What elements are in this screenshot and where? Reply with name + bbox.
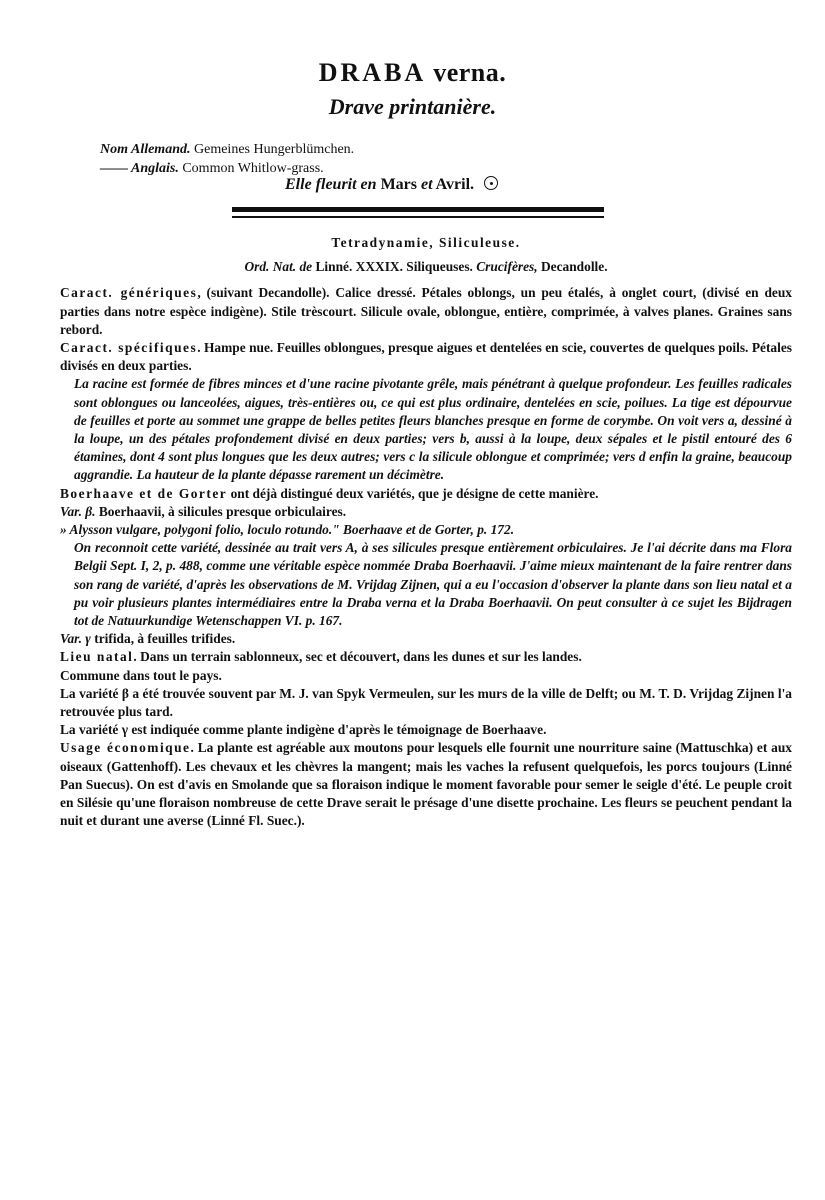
paragraph-caract-generiques bbox=[60, 284, 792, 339]
class-author: Decandolle. bbox=[540, 259, 608, 275]
species-name: verna. bbox=[433, 58, 507, 87]
flowering-month-1: Mars bbox=[380, 176, 417, 193]
divider-thick bbox=[232, 207, 604, 212]
classification-line-1: Tetradynamie, Siliculeuse. bbox=[331, 235, 521, 250]
paragraph-usage bbox=[60, 739, 792, 830]
text-lieu-natal: . Dans un terrain sablonneux, sec et découvert, dans les dunes et sur les landes. bbox=[133, 649, 582, 665]
german-name: Gemeines Hungerblümchen. bbox=[194, 142, 355, 157]
text-var-beta: Boerhaavii, à silicules presque orbiculaires. bbox=[98, 503, 347, 519]
label-caract-generiques: Caract. génériques bbox=[60, 285, 198, 301]
label-var-gamma: Var. γ bbox=[60, 631, 91, 647]
paragraph-variete-gamma: La variété γ est indiquée comme plante indigène d'après le témoignage de Boerhaave. bbox=[60, 722, 547, 738]
text-caract-specifiques: . Hampe nue. Feuilles oblongues, presque aigues et dentelées en scie, couvertes de quelques poils. Pétales divisés en deux parties. bbox=[60, 340, 792, 374]
label-boerhaave: Boerhaave et de Gorter bbox=[60, 485, 228, 501]
german-label: Nom Allemand. bbox=[100, 142, 191, 157]
flowering-prefix: Elle fleurit en bbox=[285, 176, 377, 193]
paragraph-var-beta bbox=[60, 503, 792, 521]
label-caract-specifiques: Caract. spécifiques bbox=[60, 340, 198, 356]
classification-line-2 bbox=[60, 258, 792, 276]
english-name: Common Whitlow-grass. bbox=[182, 161, 324, 176]
german-name-row bbox=[100, 140, 354, 159]
text-boerhaave: ont déjà distingué deux variétés, que je désigne de cette manière. bbox=[227, 485, 599, 501]
class-cruciferes: Crucifères, bbox=[476, 259, 538, 275]
paragraph-boerhaave bbox=[60, 485, 792, 503]
label-lieu-natal: Lieu natal bbox=[60, 649, 134, 665]
text-usage: . La plante est agréable aux moutons pour lesquels elle fournit une nourriture saine (Mattuschka) et aux oiseaux (Gattenhoff). Les chevaux et les chèvres la mangent; mais les vaches la refusent quelquefois, les porcs toujours (Linné Pan Suecus). On est d'avis en Smolande que sa floraison indique le moment favorable pour semer le seigle d'été. Le peuple croit en Silésie qu'une floraison nombreuse de cette Drave serait le présage d'une disette prochaine. Les fleurs se peuchent pendant la nuit et durant une averse (Linné Fl. Suec.). bbox=[60, 740, 792, 829]
paragraph-on-reconnoit: On reconnoit cette variété, dessinée au trait vers A, à ses silicules presque entièrement orbiculaires. Je l'ai décrite dans ma Flora Belgii Sept. I, 2, p. 488, comme une véritable espèce nommée Draba Boerhaavii. J'aime mieux maintenant de la faire rentrer dans son rang de variété, d'après les observations de M. Vrijdag Zijnen, qui a eu l'occasion d'observer la plante dans son lieu natal et a pu voir plusieurs plantes intermédiaires entre la Draba verna et la Draba Boerhaavii. On peut consulter à ce sujet les Bijdragen tot de Natuurkundige Wetenschappen VI. p. 167. bbox=[74, 540, 792, 629]
paragraph-var-gamma bbox=[60, 630, 792, 648]
page-title bbox=[0, 58, 825, 88]
paragraph-alysson: » Alysson vulgare, polygoni folio, loculo rotundo." Boerhaave et de Gorter, p. 172. bbox=[60, 522, 515, 538]
paragraph-description: La racine est formée de fibres minces et d'une racine pivotante grêle, mais pénétrant à quelque profondeur. Les feuilles radicales sont oblongues ou lanceolées, aigues, très-entières ou, ce qui est plus ordinaire, dentelées en scie, poilues. La tige est dépourvue de feuilles et porte au sommet une grappe de belles petites fleurs blanches presque en forme de corymbe. On voit vers a, dessiné à la loupe, un des pétales profondement divisé en deux parties; vers b, aussi à la loupe, deux sépales et le pistil entouré des 6 étamines, dont 4 sont plus longues que les deux autres; vers c la silicule oblongue et comprimée; vers d enfin la graine, beaucoup aggrandie. La hauteur de la plante dépasse rarement un décimètre. bbox=[74, 376, 792, 483]
label-usage: Usage économique bbox=[60, 740, 191, 756]
english-label: —— Anglais. bbox=[100, 161, 179, 176]
french-name: Drave printanière. bbox=[328, 94, 497, 119]
header bbox=[0, 58, 825, 120]
class-order: Linné. XXXIX. Siliqueuses. bbox=[315, 259, 473, 275]
description-body bbox=[60, 234, 792, 831]
paragraph-commune: Commune dans tout le pays. bbox=[60, 667, 222, 683]
divider-thin bbox=[232, 216, 604, 218]
label-var-beta: Var. β. bbox=[60, 503, 96, 519]
class-prefix: Ord. Nat. de bbox=[244, 259, 313, 275]
paragraph-variete-beta: La variété β a été trouvée souvent par M. J. van Spyk Vermeulen, sur les murs de la ville de Delft; ou M. T. D. Vrijdag Zijnen l'a retrouvée plus tard. bbox=[60, 685, 792, 720]
text-var-gamma: trifida, à feuilles trifides. bbox=[94, 631, 236, 647]
common-names bbox=[100, 140, 354, 178]
paragraph-caract-specifiques bbox=[60, 339, 792, 375]
genus-name: DRABA bbox=[318, 58, 427, 87]
flowering-month-2: Avril. bbox=[435, 176, 475, 193]
paragraph-lieu-natal bbox=[60, 648, 792, 666]
flowering-conj: et bbox=[421, 176, 433, 193]
annual-sun-icon bbox=[484, 176, 498, 190]
flowering-period bbox=[285, 176, 498, 194]
text-caract-generiques: , (suivant Decandolle). Calice dressé. Pétales oblongs, un peu étalés, à onglet court, (divisé en deux parties dans notre espèce indigène). Stile trèscourt. Silicule ovale, oblongue, entière, comprimée, à valves planes. Graines sans rebord. bbox=[60, 285, 792, 337]
